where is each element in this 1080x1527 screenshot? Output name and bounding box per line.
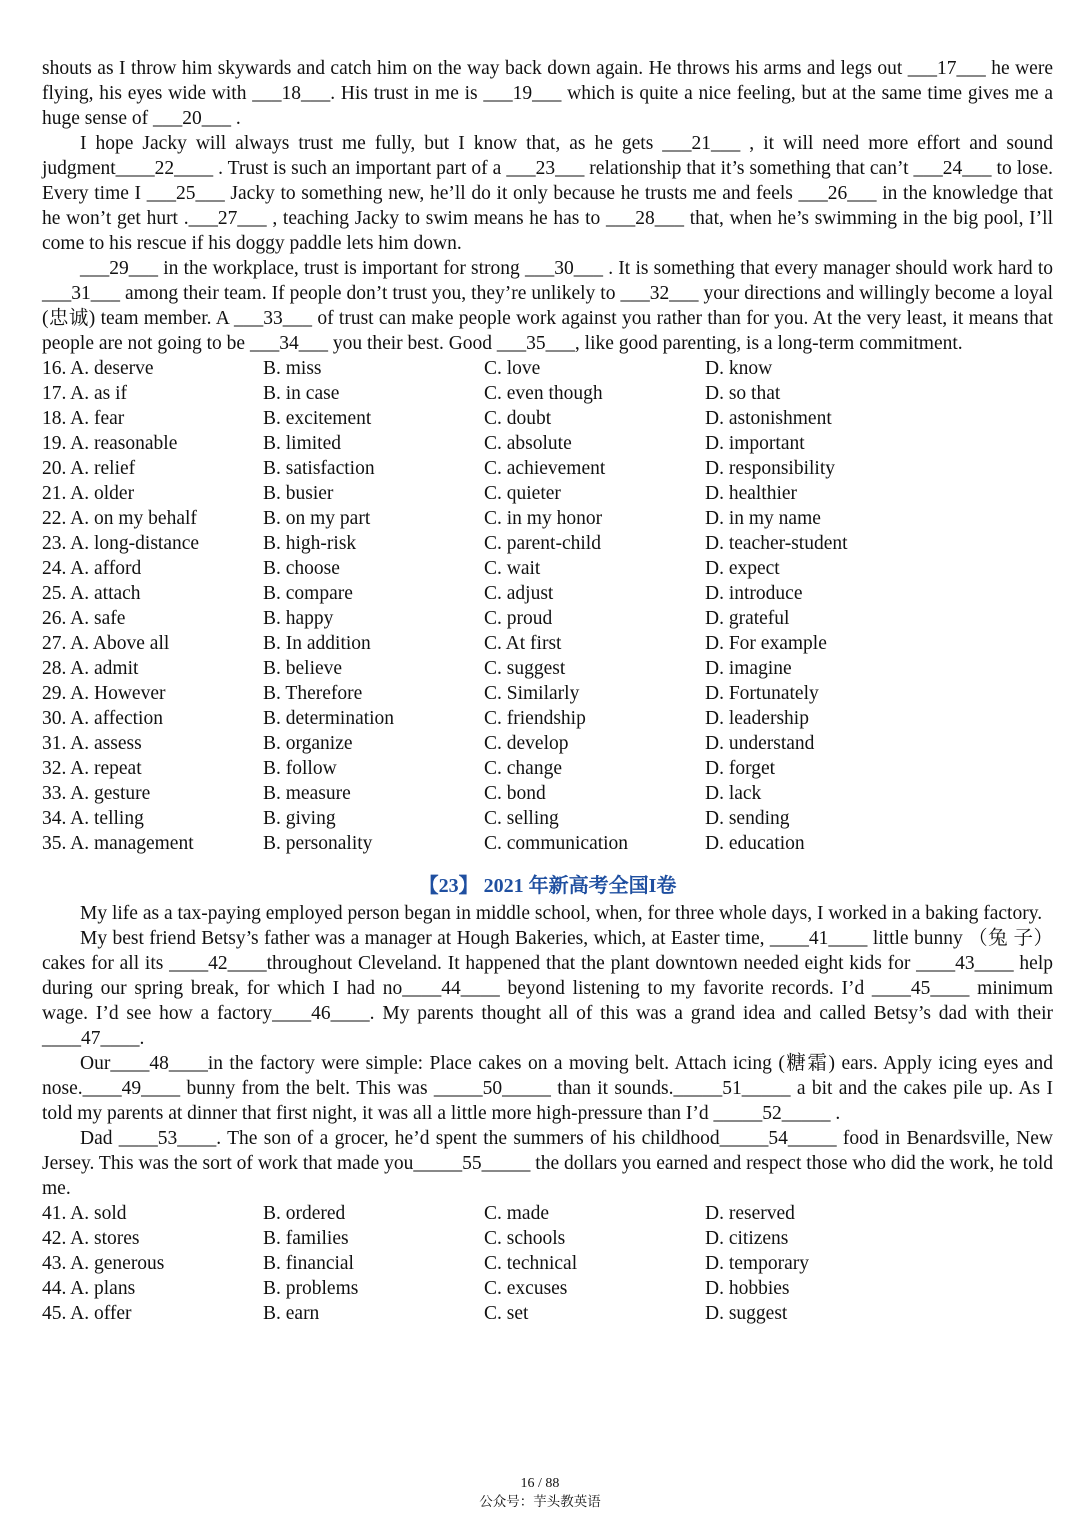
option-a: 17. A. as if	[42, 383, 128, 404]
option-d: D. astonishment	[705, 408, 832, 429]
option-a: 18. A. fear	[42, 408, 125, 429]
option-a: 16. A. deserve	[42, 358, 154, 379]
option-b: B. believe	[263, 658, 343, 679]
option-d: D. know	[705, 358, 773, 379]
option-a: 41. A. sold	[42, 1203, 127, 1224]
option-row	[42, 756, 1053, 781]
option-a: 28. A. admit	[42, 658, 139, 679]
option-b: B. In addition	[263, 633, 371, 654]
option-c: C. communication	[484, 833, 629, 854]
option-a: 24. A. afford	[42, 558, 142, 579]
option-c: C. suggest	[484, 658, 566, 679]
option-d: D. hobbies	[705, 1278, 790, 1299]
option-c: C. quieter	[484, 483, 561, 504]
option-c: C. excuses	[484, 1278, 568, 1299]
option-a: 44. A. plans	[42, 1278, 136, 1299]
option-a: 30. A. affection	[42, 708, 163, 729]
option-d: D. important	[705, 433, 805, 454]
option-b: B. satisfaction	[263, 458, 375, 479]
option-a: 45. A. offer	[42, 1303, 132, 1324]
option-row	[42, 531, 1053, 556]
option-c: C. love	[484, 358, 541, 379]
option-b: B. ordered	[263, 1203, 346, 1224]
page-number: 16 / 88	[520, 1476, 560, 1491]
passage-paragraph: I hope Jacky will always trust me fully, but I know that, as he gets ___21___ , it will need more effort and sound judgment____22____ . Trust is such an important part of a ___23___ relationship that it’s something that can’t ___24___ to lose. Every time I ___25___ Jacky to something new, he’ll do it only because he trusts me and feels ___26___ in the knowledge that he won’t get hurt .___27___ , teaching Jacky to swim means he has to ___28___ that, when he’s swimming in the big pool, I’ll come to his rescue if his doggy paddle lets him down.	[42, 133, 1053, 254]
option-c: C. bond	[484, 783, 546, 804]
option-row	[42, 431, 1053, 456]
option-row	[42, 381, 1053, 406]
option-c: C. selling	[484, 808, 559, 829]
option-a: 43. A. generous	[42, 1253, 165, 1274]
option-row	[42, 1276, 1053, 1301]
option-a: 42. A. stores	[42, 1228, 140, 1249]
option-d: D. responsibility	[705, 458, 835, 479]
option-d: D. so that	[705, 383, 781, 404]
option-row	[42, 481, 1053, 506]
option-b: B. follow	[263, 758, 337, 779]
option-row	[42, 831, 1053, 856]
option-a: 33. A. gesture	[42, 783, 151, 804]
option-a: 31. A. assess	[42, 733, 142, 754]
option-c: C. schools	[484, 1228, 566, 1249]
account-label: 公众号：芋头教英语	[479, 1494, 601, 1510]
option-row	[42, 506, 1053, 531]
option-row	[42, 681, 1053, 706]
option-d: D. For example	[705, 633, 827, 654]
option-d: D. forget	[705, 758, 776, 779]
option-d: D. in my name	[705, 508, 821, 529]
passage-paragraph: ___29___ in the workplace, trust is important for strong ___30___ . It is something that every manager should work hard to ___31___ among their team. If people don’t trust you, they’re unlikely to ___32___ your directions and willingly become a loyal (忠诚) team member. A ___33___ of trust can make people work against you rather than for you. At the very least, it means that people are not going to be ___34___ you their best. Good ___35___, like good parenting, is a long-term commitment.	[42, 258, 1053, 354]
option-b: B. happy	[263, 608, 334, 629]
option-b: B. financial	[263, 1253, 354, 1274]
passage-paragraph: My best friend Betsy’s father was a manager at Hough Bakeries, which, at Easter time, ____41____ little bunny （兔 子） cakes for all its ____42____throughout Cleveland. It happened that the plant downtown needed eight kids for ____43____ help during our spring break, for which I had no____44____ beyond listening to my favorite records. I’d ____45____ minimum wage. I’d see how a factory____46____. My parents thought all of this was a grand idea and called Betsy’s dad with their ____47____.	[42, 928, 1053, 1049]
option-d: D. reserved	[705, 1203, 795, 1224]
option-b: B. busier	[263, 483, 334, 504]
option-b: B. on my part	[263, 508, 371, 529]
option-d: D. education	[705, 833, 805, 854]
options-table-1	[42, 356, 1053, 856]
option-c: C. doubt	[484, 408, 552, 429]
option-row	[42, 556, 1053, 581]
option-d: D. introduce	[705, 583, 803, 604]
passage-paragraph: Dad ____53____. The son of a grocer, he’d spent the summers of his childhood_____54_____ food in Benardsville, New Jersey. This was the sort of work that made you_____55_____ the dollars you earned and respect those who did the work, he told me.	[42, 1128, 1053, 1199]
option-row	[42, 731, 1053, 756]
option-d: D. expect	[705, 558, 780, 579]
option-a: 32. A. repeat	[42, 758, 142, 779]
option-b: B. in case	[263, 383, 340, 404]
option-d: D. suggest	[705, 1303, 788, 1324]
option-row	[42, 1301, 1053, 1326]
option-d: D. grateful	[705, 608, 790, 629]
passage-paragraph: Our____48____in the factory were simple: Place cakes on a moving belt. Attach icing (糖霜) ears. Apply icing eyes and nose.____49____ bunny from the belt. This was _____50_____ than it sounds._____51_____ a bit and the cakes pile up. As I told my parents at dinner that first night, it was all a little more high-pressure than I’d _____52_____ .	[42, 1053, 1053, 1124]
option-d: D. leadership	[705, 708, 809, 729]
option-b: B. earn	[263, 1303, 320, 1324]
option-a: 23. A. long-distance	[42, 533, 200, 554]
option-d: D. imagine	[705, 658, 792, 679]
option-d: D. understand	[705, 733, 815, 754]
option-c: C. proud	[484, 608, 553, 629]
option-c: C. set	[484, 1303, 529, 1324]
option-a: 25. A. attach	[42, 583, 141, 604]
option-d: D. sending	[705, 808, 790, 829]
option-c: C. technical	[484, 1253, 578, 1274]
option-d: D. citizens	[705, 1228, 789, 1249]
option-row	[42, 606, 1053, 631]
option-c: C. made	[484, 1203, 549, 1224]
passage-paragraph: shouts as I throw him skywards and catch him on the way back down again. He throws his arms and legs out ___17___ he were flying, his eyes wide with ___18___. His trust in me is ___19___ which is quite a nice feeling, but at the same time gives me a huge sense of ___20___ .	[42, 58, 1053, 129]
option-row	[42, 1226, 1053, 1251]
option-b: B. miss	[263, 358, 322, 379]
option-b: B. compare	[263, 583, 353, 604]
option-b: B. Therefore	[263, 683, 363, 704]
option-row	[42, 1201, 1053, 1226]
option-row	[42, 356, 1053, 381]
option-row	[42, 656, 1053, 681]
option-a: 27. A. Above all	[42, 633, 170, 654]
option-b: B. excitement	[263, 408, 372, 429]
option-b: B. problems	[263, 1278, 359, 1299]
option-row	[42, 706, 1053, 731]
option-c: C. absolute	[484, 433, 572, 454]
option-a: 21. A. older	[42, 483, 135, 504]
option-d: D. temporary	[705, 1253, 809, 1274]
option-a: 29. A. However	[42, 683, 166, 704]
option-d: D. Fortunately	[705, 683, 819, 704]
option-c: C. friendship	[484, 708, 586, 729]
option-b: B. limited	[263, 433, 341, 454]
option-a: 26. A. safe	[42, 608, 126, 629]
passage-paragraph: My life as a tax-paying employed person began in middle school, when, for three whole days, I worked in a baking factory.	[80, 903, 1043, 924]
option-c: C. in my honor	[484, 508, 603, 529]
option-d: D. healthier	[705, 483, 798, 504]
document-page	[42, 56, 1053, 1326]
option-d: D. teacher-student	[705, 533, 848, 554]
option-row	[42, 581, 1053, 606]
option-b: B. giving	[263, 808, 336, 829]
option-c: C. develop	[484, 733, 569, 754]
section-title: 【23】 2021 年新高考全国I卷	[418, 875, 677, 897]
option-c: C. adjust	[484, 583, 554, 604]
option-c: C. even though	[484, 383, 603, 404]
option-c: C. At first	[484, 633, 562, 654]
option-b: B. families	[263, 1228, 349, 1249]
option-c: C. parent-child	[484, 533, 601, 554]
option-row	[42, 806, 1053, 831]
option-b: B. determination	[263, 708, 395, 729]
option-b: B. measure	[263, 783, 351, 804]
option-a: 35. A. management	[42, 833, 194, 854]
option-a: 22. A. on my behalf	[42, 508, 197, 529]
option-d: D. lack	[705, 783, 762, 804]
option-b: B. high-risk	[263, 533, 357, 554]
option-row	[42, 406, 1053, 431]
option-row	[42, 1251, 1053, 1276]
option-c: C. achievement	[484, 458, 606, 479]
option-c: C. Similarly	[484, 683, 580, 704]
option-a: 19. A. reasonable	[42, 433, 178, 454]
option-row	[42, 456, 1053, 481]
option-c: C. change	[484, 758, 562, 779]
option-b: B. personality	[263, 833, 373, 854]
option-b: B. organize	[263, 733, 353, 754]
options-table-2	[42, 1201, 1053, 1326]
option-row	[42, 781, 1053, 806]
option-b: B. choose	[263, 558, 340, 579]
option-a: 20. A. relief	[42, 458, 136, 479]
option-a: 34. A. telling	[42, 808, 144, 829]
option-row	[42, 631, 1053, 656]
option-c: C. wait	[484, 558, 541, 579]
